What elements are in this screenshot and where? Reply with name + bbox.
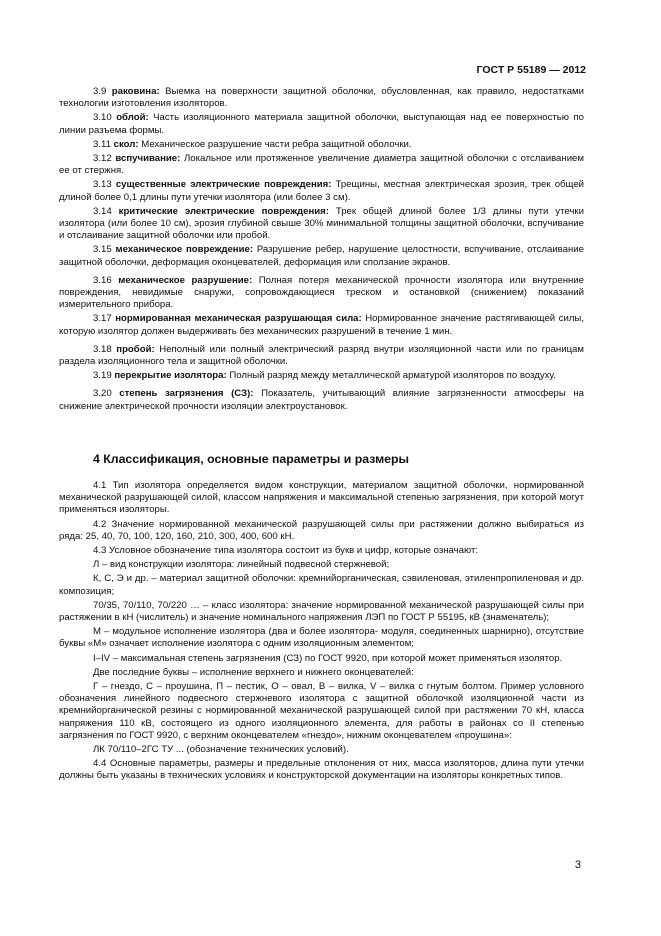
- body-paragraph: ЛК 70/110–2ГС ТУ ... (обозначение технических условий).: [93, 744, 349, 756]
- definition-paragraph: 3.12 вспучивание: Локальное или протяженное увеличение диаметра защитной оболочки с отслаиванием ее от стержня.: [59, 153, 584, 177]
- document-header: ГОСТ Р 55189 — 2012: [476, 64, 586, 76]
- term: нормированная механическая разрушающая сила:: [115, 313, 362, 325]
- section-4-body: [59, 480, 584, 785]
- section-4-heading: 4 Классификация, основные параметры и размеры: [93, 452, 410, 466]
- definition-paragraph: 3.19 перекрытие изолятора: Полный разряд между металлической арматурой изоляторов по воздуху.: [93, 370, 556, 382]
- body-paragraph: К, С, Э и др. – материал защитной оболочки: кремнийорганическая, сэвиленовая, этиленпропиленовая и др. композиция;: [59, 573, 584, 597]
- term: вспучивание:: [115, 153, 181, 165]
- body-paragraph: 70/35, 70/110, 70/220 … – класс изолятора: значение нормированной механической разрушающей силы при растяжении в кН (числитель) и значение номинального напряжения ЛЭП по ГОСТ Р 55195, кВ (знаменатель);: [59, 599, 584, 624]
- section-3-definitions: [59, 86, 584, 415]
- body-paragraph: М – модульное исполнение изолятора (два и более изолятора- модуля, соединенных шарнирно), отсутствие буквы «М» означает исполнение изолятора с одним изоляционным элементом;: [59, 626, 584, 650]
- definition-paragraph: 3.15 механическое повреждение: Разрушение ребер, нарушение целостности, вспучивание, отслаивание защитной оболочки, деформация оконцевателей, деформация или сползание экранов.: [59, 244, 584, 268]
- definition-paragraph: 3.16 механическое разрушение: Полная потеря механической прочности изолятора или внутренние повреждения, невидимые снаружи, сопровождающиеся треском и остановкой (снижением) показаний измерительного прибора.: [59, 274, 584, 311]
- body-paragraph: Две последние буквы – исполнение верхнего и нижнего оконцевателей:: [93, 666, 414, 678]
- term: механическое разрушение:: [118, 274, 253, 286]
- term: степень загрязнения (СЗ):: [119, 388, 254, 400]
- term: критические электрические повреждения:: [118, 205, 329, 217]
- body-paragraph: Г – гнездо, С – проушина, П – пестик, О – овал, В – вилка, V – вилка с гнутым болтом. Пример условного обозначения линейного подвесного стержневого изолятора с защитной оболочкой изоляционной части из кремнийорганической резины с нормированной механической разрушающей силой при растяжении 70 кН, класса напряжения 110 кВ, состоящего из одного изоляционного элемента, для работы в районах со II степенью загрязнения по ГОСТ 9920, с верхним оконцевателем «гнездо», нижним оконцевателем «проушина»:: [59, 681, 584, 741]
- term: скол:: [113, 138, 139, 150]
- term: пробой:: [116, 343, 155, 355]
- body-paragraph: 4.4 Основные параметры, размеры и предельные отклонения от них, масса изоляторов, длина пути утечки должны быть указаны в технических условиях и конструкторской документации на изоляторы конкретных типов.: [59, 758, 584, 782]
- term: перекрытие изолятора:: [114, 370, 227, 382]
- body-paragraph: 4.2 Значение нормированной механической разрушающей силы при растяжении должно выбираться из ряда: 25, 40, 70, 100, 120, 160, 210, 300, 400, 600 кН.: [59, 518, 584, 542]
- definition-paragraph: 3.13 существенные электрические повреждения: Трещины, местная электрическая эрозия, трек общей длиной более 0,1 длины пути утечки изолятора (или более 3 см).: [59, 179, 585, 203]
- definition-paragraph: 3.18 пробой: Неполный или полный электрический разряд внутри изоляционной части или по границам раздела изоляционного тела и защитной оболочки.: [59, 343, 584, 368]
- body-paragraph: I–IV – максимальная степень загрязнения (СЗ) по ГОСТ 9920, при которой может применяться изолятор.: [93, 652, 563, 664]
- definition-paragraph: 3.10 облой: Часть изоляционного материала защитной оболочки, выступающая над ее поверхностью по линии разъема формы.: [59, 112, 585, 136]
- definition-paragraph: 3.14 критические электрические повреждения: Трек общей длиной более 1/3 длины пути утечки изолятора (или более 10 см), эрозия глубиной свыше 30% минимальной толщины защитной оболочки, вспучивание и отслаивание защитной оболочки или пробой.: [59, 205, 584, 242]
- page-number: 3: [574, 859, 581, 871]
- term: механическое повреждение:: [115, 244, 254, 256]
- term: существенные электрические повреждения:: [115, 179, 332, 191]
- body-paragraph: Л – вид конструкции изолятора: линейный подвесной стержневой;: [93, 559, 390, 571]
- body-paragraph: 4.1 Тип изолятора определяется видом конструкции, материалом защитной оболочки, нормированной механической разрушающей силой, классом напряжения и максимальной степенью загрязнения, при которой могут применяться изоляторы.: [59, 480, 584, 516]
- definition-paragraph: 3.20 степень загрязнения (СЗ): Показатель, учитывающий влияние загрязненности атмосферы на снижение электрической прочности изоляции электроустановок.: [59, 388, 584, 412]
- term: раковина:: [111, 86, 160, 97]
- definition-paragraph: 3.11 скол: Механическое разрушение части ребра защитной оболочки.: [93, 138, 412, 150]
- term: облой:: [116, 112, 149, 124]
- definition-paragraph: 3.9 раковина: Выемка на поверхности защитной оболочки, обусловленная, как правило, недостатками технологии изготовления изоляторов.: [59, 86, 584, 110]
- body-paragraph: 4.3 Условное обозначение типа изолятора состоит из букв и цифр, которые означают:: [93, 545, 479, 557]
- definition-paragraph: 3.17 нормированная механическая разрушающая сила: Нормированное значение растягивающей силы, которую изолятор должен выдерживать без механических разрушений в течение 1 мин.: [59, 313, 584, 337]
